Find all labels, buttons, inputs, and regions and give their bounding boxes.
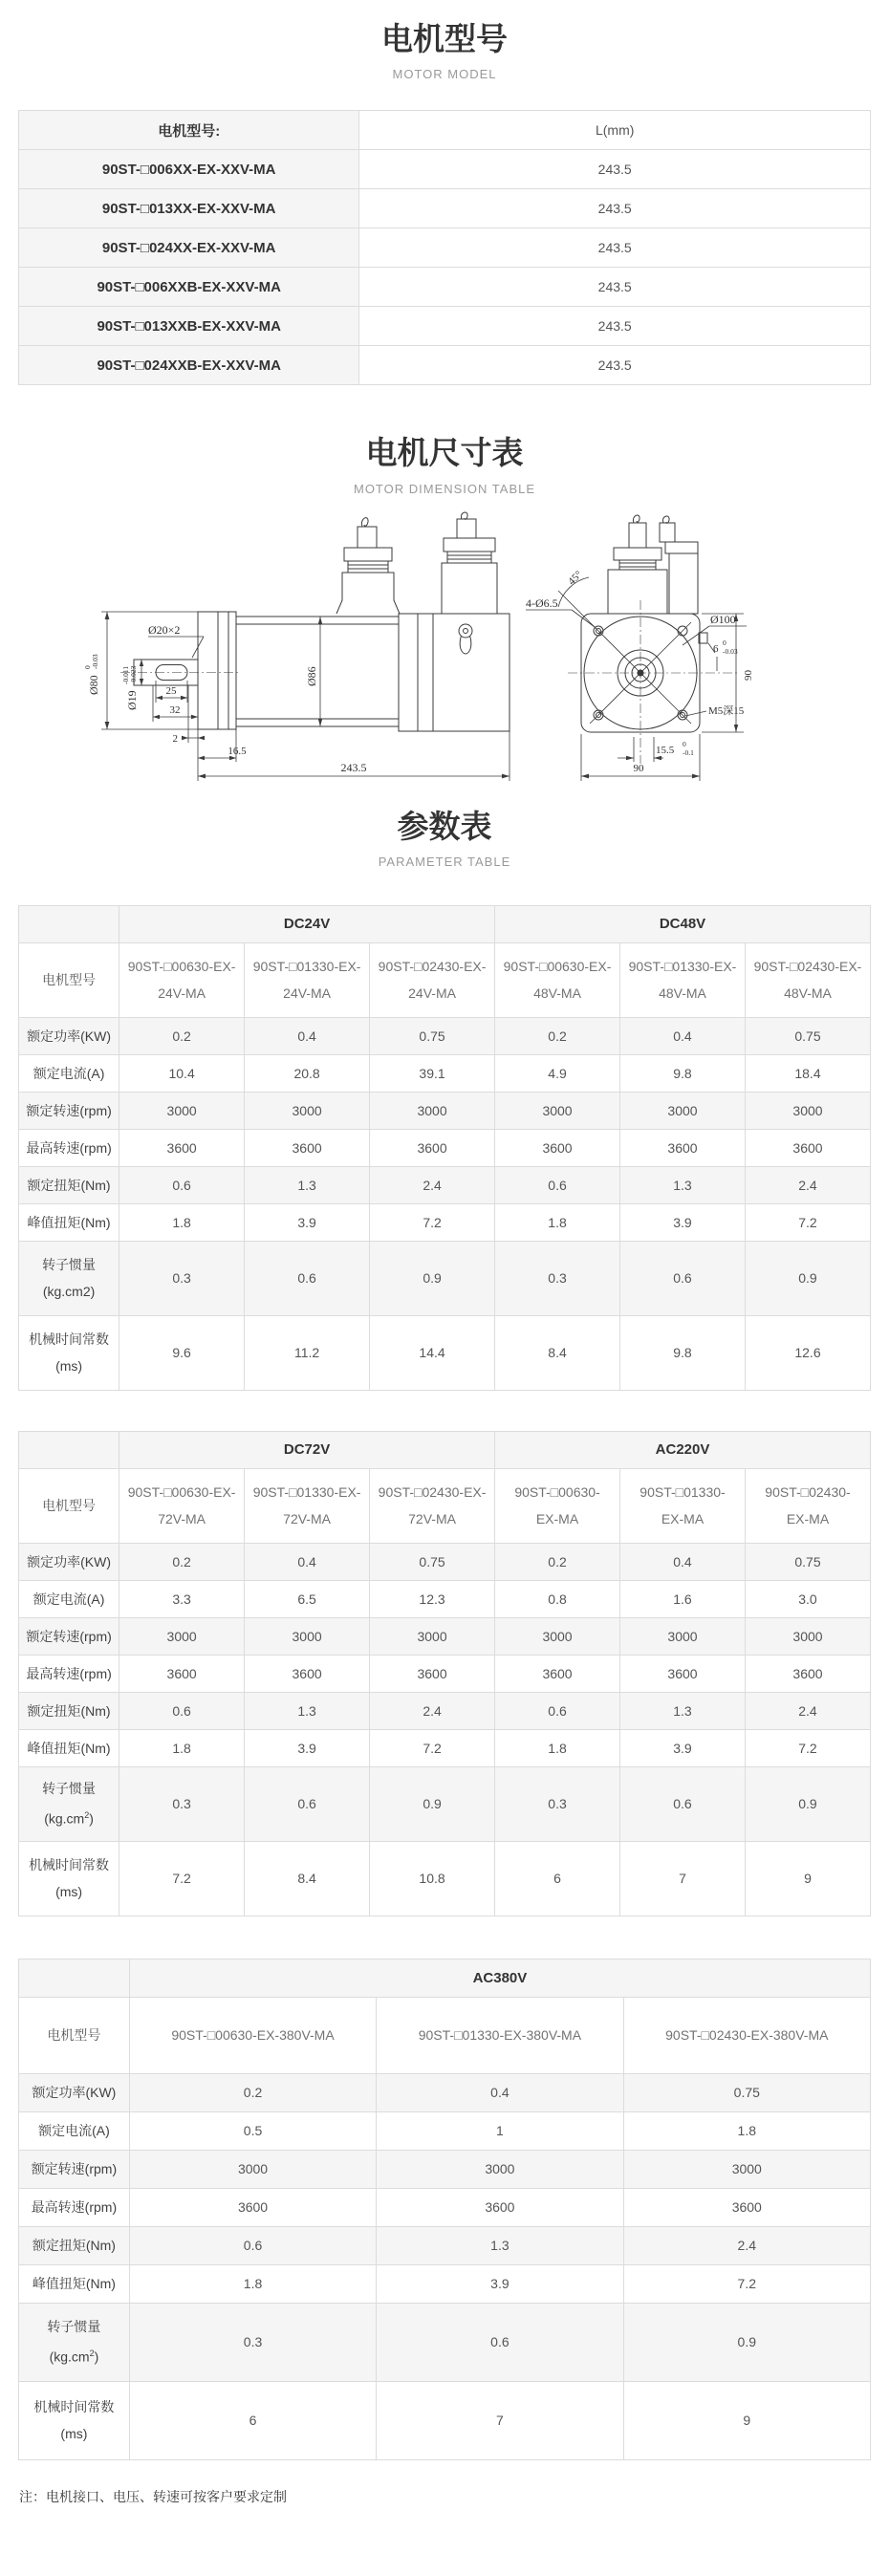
value-cell: 1.3 [620, 1692, 746, 1729]
value-cell: 3.9 [620, 1203, 746, 1241]
value-cell: 9 [745, 1841, 870, 1916]
value-cell: 0.3 [129, 2303, 376, 2381]
corner-cell [19, 905, 119, 942]
value-cell: 9.6 [119, 1315, 245, 1390]
rated-power-row [19, 1017, 871, 1054]
model-header-row [19, 1997, 871, 2073]
value-cell: 3600 [370, 1655, 495, 1692]
model-cell: 90ST-□02430-EX-380V-MA [623, 1997, 870, 2073]
motor-front-view [558, 515, 740, 764]
value-cell: 0.9 [370, 1766, 495, 1841]
rotor-inertia-row [19, 1766, 871, 1841]
parameter-table-dc72v-ac220v [18, 1431, 871, 1916]
value-cell: 3000 [377, 2150, 623, 2188]
model-name-cell: 90ST-□006XX-EX-XXV-MA [19, 150, 359, 189]
value-cell: 10.8 [370, 1841, 495, 1916]
value-cell: 0.4 [377, 2073, 623, 2111]
value-cell: 9.8 [620, 1315, 746, 1390]
dim-key-width-tol-top: 0 [723, 638, 726, 647]
value-cell: 0.5 [129, 2111, 376, 2150]
value-cell: 2.4 [745, 1166, 870, 1203]
value-cell: 3000 [495, 1092, 620, 1129]
model-cell: 90ST-□01330-EX-380V-MA [377, 1997, 623, 2073]
value-cell: 0.4 [620, 1543, 746, 1580]
dim-thread-label: M5深15 [708, 704, 745, 717]
voltage-group-ac380v: AC380V [129, 1959, 870, 1997]
value-cell: 0.9 [370, 1241, 495, 1315]
table-row [19, 150, 871, 189]
mechanical-time-constant-row [19, 1841, 871, 1916]
table-row [19, 346, 871, 385]
value-cell: 0.3 [495, 1766, 620, 1841]
section-subtitle-motor-model: MOTOR MODEL [392, 67, 497, 82]
value-cell: 2.4 [745, 1692, 870, 1729]
rated-current-row [19, 2111, 871, 2150]
model-cell: 90ST-□01330-EX- 72V-MA [245, 1468, 370, 1543]
length-column-header: L(mm) [359, 111, 871, 150]
mechanical-time-constant-row [19, 1315, 871, 1390]
voltage-group-dc24v: DC24V [119, 905, 495, 942]
value-cell: 3000 [119, 1617, 245, 1655]
motor-model-section [0, 0, 889, 81]
model-cell: 90ST-□00630- EX-MA [495, 1468, 620, 1543]
section-subtitle-dimension: MOTOR DIMENSION TABLE [353, 481, 536, 496]
dim-key-flat-tol-top: 0 [683, 739, 686, 748]
value-cell: 10.4 [119, 1054, 245, 1092]
value-cell: 1.3 [620, 1166, 746, 1203]
peak-torque-row [19, 1729, 871, 1766]
model-cell: 90ST-□00630-EX-380V-MA [129, 1997, 376, 2073]
voltage-group-ac220v: AC220V [495, 1431, 871, 1468]
value-cell: 0.9 [623, 2303, 870, 2381]
parameter-table-ac380v [18, 1959, 871, 2460]
value-cell: 0.6 [495, 1692, 620, 1729]
value-cell: 7 [620, 1841, 746, 1916]
value-cell: 3000 [620, 1617, 746, 1655]
dim-key-flat-tol-bot: -0.1 [683, 747, 694, 757]
rated-current-row [19, 1580, 871, 1617]
table-header-row [19, 111, 871, 150]
table-row [19, 307, 871, 346]
value-cell: 3600 [620, 1129, 746, 1166]
row-label: 额定扭矩(Nm) [19, 1692, 119, 1729]
model-column-header: 电机型号: [19, 111, 359, 150]
max-speed-row [19, 1655, 871, 1692]
dim-shaft-diameter-label: Ø19 [125, 689, 139, 710]
value-cell: 0.9 [745, 1766, 870, 1841]
model-header-row [19, 942, 871, 1017]
model-header-label: 电机型号 [19, 1997, 130, 2073]
dim-step-label: 2 [172, 732, 178, 745]
model-cell: 90ST-□02430-EX- 72V-MA [370, 1468, 495, 1543]
max-speed-row [19, 1129, 871, 1166]
value-cell: 3600 [495, 1129, 620, 1166]
dim-key-flat-label: 15.5 [656, 744, 675, 756]
section-title-dimension: 电机尺寸表 [365, 435, 524, 471]
value-cell: 7.2 [745, 1203, 870, 1241]
row-label: 额定转速(rpm) [19, 2150, 130, 2188]
value-cell: 3.9 [620, 1729, 746, 1766]
row-label: 额定转速(rpm) [19, 1617, 119, 1655]
dim-flange-diameter-tol-top: 0 [83, 664, 92, 669]
dim-mounting-holes-label: 4-Ø6.5 [526, 595, 558, 610]
dim-key-width-tol-bot: -0.03 [723, 646, 738, 656]
model-cell: 90ST-□02430-EX- 24V-MA [370, 942, 495, 1017]
row-label: 峰值扭矩(Nm) [19, 1203, 119, 1241]
row-label: 额定扭矩(Nm) [19, 2226, 130, 2264]
value-cell: 3000 [620, 1092, 746, 1129]
table-row [19, 189, 871, 228]
side-view-dimension-lines [101, 612, 510, 781]
value-cell: 0.3 [495, 1241, 620, 1315]
model-cell: 90ST-□02430-EX- 48V-MA [745, 942, 870, 1017]
value-cell: 2.4 [370, 1692, 495, 1729]
model-name-cell: 90ST-□024XXB-EX-XXV-MA [19, 346, 359, 385]
value-cell: 3000 [370, 1617, 495, 1655]
row-label: 机械时间常数 (ms) [19, 2381, 130, 2459]
dim-shaft-boss-label: Ø20×2 [148, 622, 181, 637]
value-cell: 39.1 [370, 1054, 495, 1092]
value-cell: 0.2 [495, 1017, 620, 1054]
value-cell: 18.4 [745, 1054, 870, 1092]
dim-body-diameter-label: Ø86 [305, 665, 318, 686]
row-label: 额定功率(KW) [19, 1543, 119, 1580]
value-cell: 1 [377, 2111, 623, 2150]
row-label: 机械时间常数 (ms) [19, 1841, 119, 1916]
dim-flange-thickness-label: 16.5 [228, 745, 247, 757]
length-cell: 243.5 [359, 346, 871, 385]
rated-torque-row [19, 1692, 871, 1729]
value-cell: 6 [495, 1841, 620, 1916]
mechanical-time-constant-row [19, 2381, 871, 2459]
rated-torque-row [19, 2226, 871, 2264]
value-cell: 3600 [119, 1129, 245, 1166]
value-cell: 3600 [129, 2188, 376, 2226]
dim-total-length-label: 243.5 [340, 760, 367, 774]
length-cell: 243.5 [359, 307, 871, 346]
value-cell: 3.9 [377, 2264, 623, 2303]
rated-speed-row [19, 2150, 871, 2188]
value-cell: 7.2 [370, 1729, 495, 1766]
rated-torque-row [19, 1166, 871, 1203]
value-cell: 1.8 [119, 1729, 245, 1766]
value-cell: 3600 [377, 2188, 623, 2226]
value-cell: 3600 [745, 1129, 870, 1166]
value-cell: 0.9 [745, 1241, 870, 1315]
value-cell: 7.2 [623, 2264, 870, 2303]
value-cell: 0.6 [495, 1166, 620, 1203]
value-cell: 1.8 [495, 1203, 620, 1241]
rated-power-row [19, 2073, 871, 2111]
value-cell: 4.9 [495, 1054, 620, 1092]
value-cell: 0.6 [620, 1241, 746, 1315]
table-row [19, 228, 871, 268]
voltage-header-row [19, 905, 871, 942]
voltage-header-row [19, 1959, 871, 1997]
value-cell: 2.4 [623, 2226, 870, 2264]
value-cell: 0.75 [745, 1543, 870, 1580]
table-row [19, 268, 871, 307]
model-cell: 90ST-□01330-EX- 48V-MA [620, 942, 746, 1017]
rotor-inertia-row [19, 2303, 871, 2381]
value-cell: 0.2 [119, 1017, 245, 1054]
model-name-cell: 90ST-□024XX-EX-XXV-MA [19, 228, 359, 268]
value-cell: 1.8 [129, 2264, 376, 2303]
row-label: 峰值扭矩(Nm) [19, 1729, 119, 1766]
voltage-group-dc48v: DC48V [495, 905, 871, 942]
motor-model-table [18, 110, 871, 385]
section-title-motor-model: 电机型号 [381, 21, 508, 56]
customization-note: 注：电机接口、电压、转速可按客户要求定制 [19, 2488, 287, 2504]
value-cell: 1.3 [245, 1692, 370, 1729]
dim-shaft-diameter-tol-top: -0.011 [121, 665, 130, 684]
value-cell: 0.3 [119, 1766, 245, 1841]
model-cell: 90ST-□01330- EX-MA [620, 1468, 746, 1543]
value-cell: 0.3 [119, 1241, 245, 1315]
row-label: 额定电流(A) [19, 1054, 119, 1092]
value-cell: 3000 [245, 1092, 370, 1129]
value-cell: 3600 [119, 1655, 245, 1692]
length-cell: 243.5 [359, 228, 871, 268]
model-header-row [19, 1468, 871, 1543]
parameter-table-dc24v-dc48v [18, 905, 871, 1391]
row-label: 额定电流(A) [19, 2111, 130, 2150]
row-label: 最高转速(rpm) [19, 1655, 119, 1692]
row-label: 额定功率(KW) [19, 1017, 119, 1054]
model-header-label: 电机型号 [19, 942, 119, 1017]
value-cell: 0.6 [119, 1692, 245, 1729]
value-cell: 3600 [623, 2188, 870, 2226]
value-cell: 3600 [495, 1655, 620, 1692]
value-cell: 3.9 [245, 1729, 370, 1766]
model-cell: 90ST-□00630-EX- 72V-MA [119, 1468, 245, 1543]
value-cell: 0.6 [377, 2303, 623, 2381]
row-label: 机械时间常数 (ms) [19, 1315, 119, 1390]
value-cell: 3000 [623, 2150, 870, 2188]
value-cell: 7.2 [119, 1841, 245, 1916]
voltage-group-dc72v: DC72V [119, 1431, 495, 1468]
dim-shaft-diameter-tol-bot: -0.023 [129, 665, 138, 684]
row-label: 转子惯量 (kg.cm2) [19, 1241, 119, 1315]
value-cell: 6.5 [245, 1580, 370, 1617]
value-cell: 3000 [745, 1092, 870, 1129]
corner-cell [19, 1959, 130, 1997]
voltage-header-row [19, 1431, 871, 1468]
rated-speed-row [19, 1617, 871, 1655]
value-cell: 1.3 [377, 2226, 623, 2264]
value-cell: 7 [377, 2381, 623, 2459]
dim-flange-width-label: 90 [633, 762, 644, 774]
value-cell: 8.4 [245, 1841, 370, 1916]
motor-dimension-drawing [0, 511, 889, 803]
motor-side-view [120, 512, 510, 731]
dim-keyway-length-label: 25 [165, 684, 177, 697]
value-cell: 3.0 [745, 1580, 870, 1617]
value-cell: 0.2 [119, 1543, 245, 1580]
row-label: 转子惯量 $(kg.cm^2)$ [19, 2303, 130, 2381]
row-label: 额定电流(A) [19, 1580, 119, 1617]
value-cell: 0.6 [119, 1166, 245, 1203]
value-cell: 12.3 [370, 1580, 495, 1617]
corner-cell [19, 1431, 119, 1468]
value-cell: 3600 [245, 1129, 370, 1166]
value-cell: 0.6 [245, 1766, 370, 1841]
row-label: 峰值扭矩(Nm) [19, 2264, 130, 2303]
row-label: 最高转速(rpm) [19, 1129, 119, 1166]
value-cell: 9 [623, 2381, 870, 2459]
value-cell: 0.2 [495, 1543, 620, 1580]
value-cell: 8.4 [495, 1315, 620, 1390]
value-cell: 3600 [745, 1655, 870, 1692]
value-cell: 0.6 [620, 1766, 746, 1841]
value-cell: 0.8 [495, 1580, 620, 1617]
dim-angle-label: 45° [566, 568, 585, 588]
length-cell: 243.5 [359, 268, 871, 307]
rated-speed-row [19, 1092, 871, 1129]
dim-flange-height-label: 90 [743, 669, 754, 681]
value-cell: 1.8 [623, 2111, 870, 2150]
value-cell: 0.75 [370, 1017, 495, 1054]
dim-flange-diameter-tol-bot: -0.03 [91, 653, 99, 669]
value-cell: 20.8 [245, 1054, 370, 1092]
max-speed-row [19, 2188, 871, 2226]
value-cell: 11.2 [245, 1315, 370, 1390]
value-cell: 3000 [495, 1617, 620, 1655]
value-cell: 0.6 [245, 1241, 370, 1315]
value-cell: 3000 [370, 1092, 495, 1129]
model-name-cell: 90ST-□013XXB-EX-XXV-MA [19, 307, 359, 346]
model-cell: 90ST-□00630-EX- 24V-MA [119, 942, 245, 1017]
length-cell: 243.5 [359, 189, 871, 228]
dim-shaft-length-label: 32 [169, 704, 181, 716]
peak-torque-row [19, 2264, 871, 2303]
value-cell: 0.4 [620, 1017, 746, 1054]
value-cell: 0.2 [129, 2073, 376, 2111]
row-label: 最高转速(rpm) [19, 2188, 130, 2226]
model-cell: 90ST-□02430- EX-MA [745, 1468, 870, 1543]
value-cell: 1.6 [620, 1580, 746, 1617]
value-cell: 2.4 [370, 1166, 495, 1203]
row-label: 额定扭矩(Nm) [19, 1166, 119, 1203]
dim-pilot-diameter-label: Ø100 [710, 612, 736, 626]
value-cell: 1.8 [119, 1203, 245, 1241]
value-cell: 0.6 [129, 2226, 376, 2264]
value-cell: 3000 [119, 1092, 245, 1129]
value-cell: 6 [129, 2381, 376, 2459]
rated-current-row [19, 1054, 871, 1092]
value-cell: 0.75 [370, 1543, 495, 1580]
rotor-inertia-row [19, 1241, 871, 1315]
model-cell: 90ST-□00630-EX- 48V-MA [495, 942, 620, 1017]
value-cell: 7.2 [745, 1729, 870, 1766]
parameter-section [0, 807, 889, 869]
length-cell: 243.5 [359, 150, 871, 189]
section-subtitle-parameter: PARAMETER TABLE [378, 854, 511, 869]
model-header-label: 电机型号 [19, 1468, 119, 1543]
motor-dimension-section [0, 433, 889, 495]
row-label: 额定功率(KW) [19, 2073, 130, 2111]
rated-power-row [19, 1543, 871, 1580]
value-cell: 3600 [370, 1129, 495, 1166]
value-cell: 0.75 [623, 2073, 870, 2111]
peak-torque-row [19, 1203, 871, 1241]
value-cell: 3000 [129, 2150, 376, 2188]
value-cell: 3.9 [245, 1203, 370, 1241]
value-cell: 3000 [245, 1617, 370, 1655]
value-cell: 3600 [245, 1655, 370, 1692]
row-label: 转子惯量 $(kg.cm^2)$ [19, 1766, 119, 1841]
value-cell: 3600 [620, 1655, 746, 1692]
value-cell: 14.4 [370, 1315, 495, 1390]
value-cell: 0.75 [745, 1017, 870, 1054]
model-name-cell: 90ST-□013XX-EX-XXV-MA [19, 189, 359, 228]
row-label: 额定转速(rpm) [19, 1092, 119, 1129]
value-cell: 7.2 [370, 1203, 495, 1241]
value-cell: 3000 [745, 1617, 870, 1655]
model-cell: 90ST-□01330-EX- 24V-MA [245, 942, 370, 1017]
value-cell: 1.3 [245, 1166, 370, 1203]
value-cell: 3.3 [119, 1580, 245, 1617]
model-name-cell: 90ST-□006XXB-EX-XXV-MA [19, 268, 359, 307]
value-cell: 9.8 [620, 1054, 746, 1092]
value-cell: 1.8 [495, 1729, 620, 1766]
dim-flange-diameter-label: Ø80 [87, 674, 100, 695]
value-cell: 0.4 [245, 1017, 370, 1054]
dim-key-width-label: 6 [713, 642, 719, 655]
value-cell: 0.4 [245, 1543, 370, 1580]
section-title-parameter: 参数表 [397, 808, 492, 844]
value-cell: 12.6 [745, 1315, 870, 1390]
